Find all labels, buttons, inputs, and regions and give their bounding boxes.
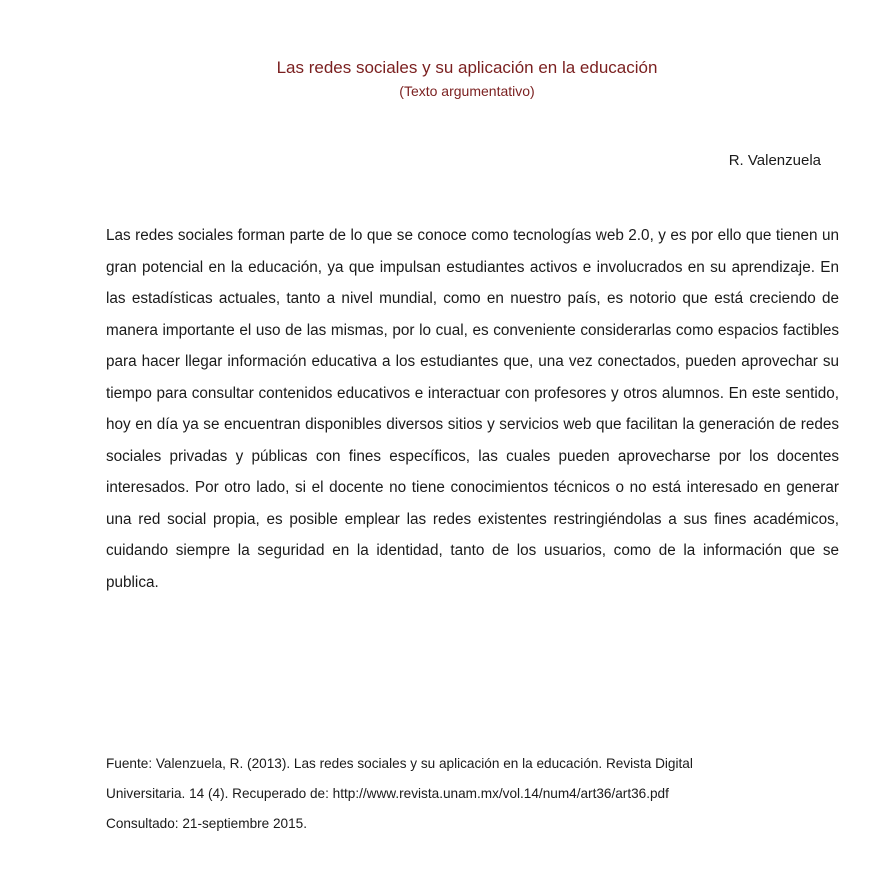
source-citation: [106, 749, 839, 839]
document-subtitle: (Texto argumentativo): [399, 83, 535, 99]
source-line: Universitaria. 14 (4). Recuperado de: http://www.revista.unam.mx/vol.14/num4/art36/art36.pdf: [106, 786, 669, 801]
source-line: Consultado: 21-septiembre 2015.: [106, 816, 308, 831]
body-paragraph: Las redes sociales forman parte de lo que se conoce como tecnologías web 2.0, y es por ello que tienen un gran potencial en la educación, ya que impulsan estudiantes activos e involucrados en su aprendizaje. En las estadísticas actuales, tanto a nivel mundial, como en nuestro país, es notorio que está creciendo de manera importante el uso de las mismas, por lo cual, es conveniente considerarlas como espacios factibles para hacer llegar información educativa a los estudiantes que, una vez conectados, pueden aprovechar su tiempo para consultar contenidos educativos e interactuar con profesores y otros alumnos. En este sentido, hoy en día ya se encuentran disponibles diversos sitios y servicios web que facilitan la generación de redes sociales privadas y públicas con fines específicos, las cuales pueden aprovecharse por los docentes interesados. Por otro lado, si el docente no tiene conocimientos técnicos o no está interesado en generar una red social propia, es posible emplear las redes existentes restringiéndolas a sus fines académicos, cuidando siempre la seguridad en la identidad, tanto de los usuarios, como de la información que se publica.: [106, 227, 839, 591]
source-line: Fuente: Valenzuela, R. (2013). Las redes sociales y su aplicación en la educación. Revista Digital: [106, 756, 693, 771]
document-author: R. Valenzuela: [728, 152, 821, 169]
document-title: Las redes sociales y su aplicación en la educación: [276, 58, 658, 77]
